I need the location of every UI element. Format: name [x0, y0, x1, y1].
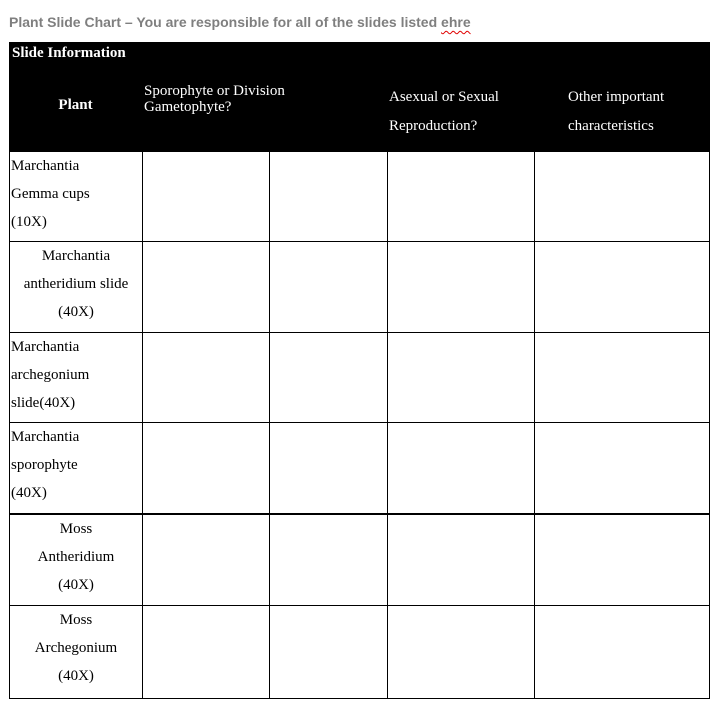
magnification: (10X) — [11, 214, 47, 230]
column-header-reproduction-line2: Reproduction? — [389, 118, 478, 134]
magnification: (40X) — [58, 304, 94, 320]
magnification: slide(40X) — [11, 395, 76, 411]
reproduction-cell[interactable] — [387, 152, 534, 242]
sporophyte-cell[interactable] — [142, 242, 269, 333]
column-header-sporophyte-line1: Sporophyte or Division — [144, 83, 285, 99]
sporophyte-cell[interactable] — [142, 423, 269, 515]
plant-part: archegonium — [11, 367, 90, 383]
sporophyte-cell[interactable] — [142, 515, 269, 606]
division-cell[interactable] — [269, 333, 387, 423]
division-cell[interactable] — [269, 423, 387, 515]
characteristics-cell[interactable] — [534, 152, 710, 242]
reproduction-cell[interactable] — [387, 333, 534, 423]
plant-slide-table — [9, 42, 710, 699]
reproduction-cell[interactable] — [387, 606, 534, 699]
plant-name: Marchantia — [11, 339, 80, 355]
magnification: (40X) — [58, 668, 94, 684]
column-header-other-line1: Other important — [568, 89, 665, 105]
column-header-reproduction-line1: Asexual or Sexual — [389, 89, 499, 105]
sporophyte-cell[interactable] — [142, 333, 269, 423]
plant-part: Antheridium — [37, 549, 115, 565]
sporophyte-cell[interactable] — [142, 152, 269, 242]
division-cell[interactable] — [269, 242, 387, 333]
reproduction-cell[interactable] — [387, 423, 534, 515]
table-header — [9, 42, 710, 152]
document-title — [9, 14, 471, 30]
plant-part: sporophyte — [11, 457, 78, 473]
magnification: (40X) — [11, 485, 47, 501]
reproduction-cell[interactable] — [387, 242, 534, 333]
column-header-sporophyte — [144, 83, 384, 115]
plant-part: Gemma cups — [11, 186, 90, 202]
plant-part: antheridium slide — [23, 276, 129, 292]
plant-cell — [9, 423, 142, 515]
plant-name: Marchantia — [11, 158, 80, 174]
sporophyte-cell[interactable] — [142, 606, 269, 699]
plant-cell — [9, 606, 142, 699]
characteristics-cell[interactable] — [534, 606, 710, 699]
plant-part: Archegonium — [34, 640, 118, 656]
slide-information-header: Slide Information — [12, 45, 126, 61]
division-cell[interactable] — [269, 152, 387, 242]
plant-cell — [9, 152, 142, 242]
characteristics-cell[interactable] — [534, 333, 710, 423]
plant-cell — [9, 242, 142, 333]
column-header-other-line2: characteristics — [568, 118, 654, 134]
characteristics-cell[interactable] — [534, 515, 710, 606]
plant-cell — [9, 515, 142, 606]
title-text: Plant Slide Chart – You are responsible for all of the slides listed — [9, 14, 442, 30]
title-misspelled-word: ehre — [441, 14, 471, 30]
column-header-plant: Plant — [58, 97, 93, 113]
plant-name: Marchantia — [41, 248, 111, 264]
characteristics-cell[interactable] — [534, 423, 710, 515]
magnification: (40X) — [58, 577, 94, 593]
division-cell[interactable] — [269, 515, 387, 606]
plant-name: Moss — [59, 612, 93, 628]
plant-name: Marchantia — [11, 429, 80, 445]
column-header-other — [568, 83, 708, 141]
reproduction-cell[interactable] — [387, 515, 534, 606]
characteristics-cell[interactable] — [534, 242, 710, 333]
division-cell[interactable] — [269, 606, 387, 699]
column-header-sporophyte-line2: Gametophyte? — [144, 99, 232, 115]
plant-name: Moss — [59, 521, 93, 537]
plant-cell — [9, 333, 142, 423]
column-header-reproduction — [389, 83, 535, 141]
